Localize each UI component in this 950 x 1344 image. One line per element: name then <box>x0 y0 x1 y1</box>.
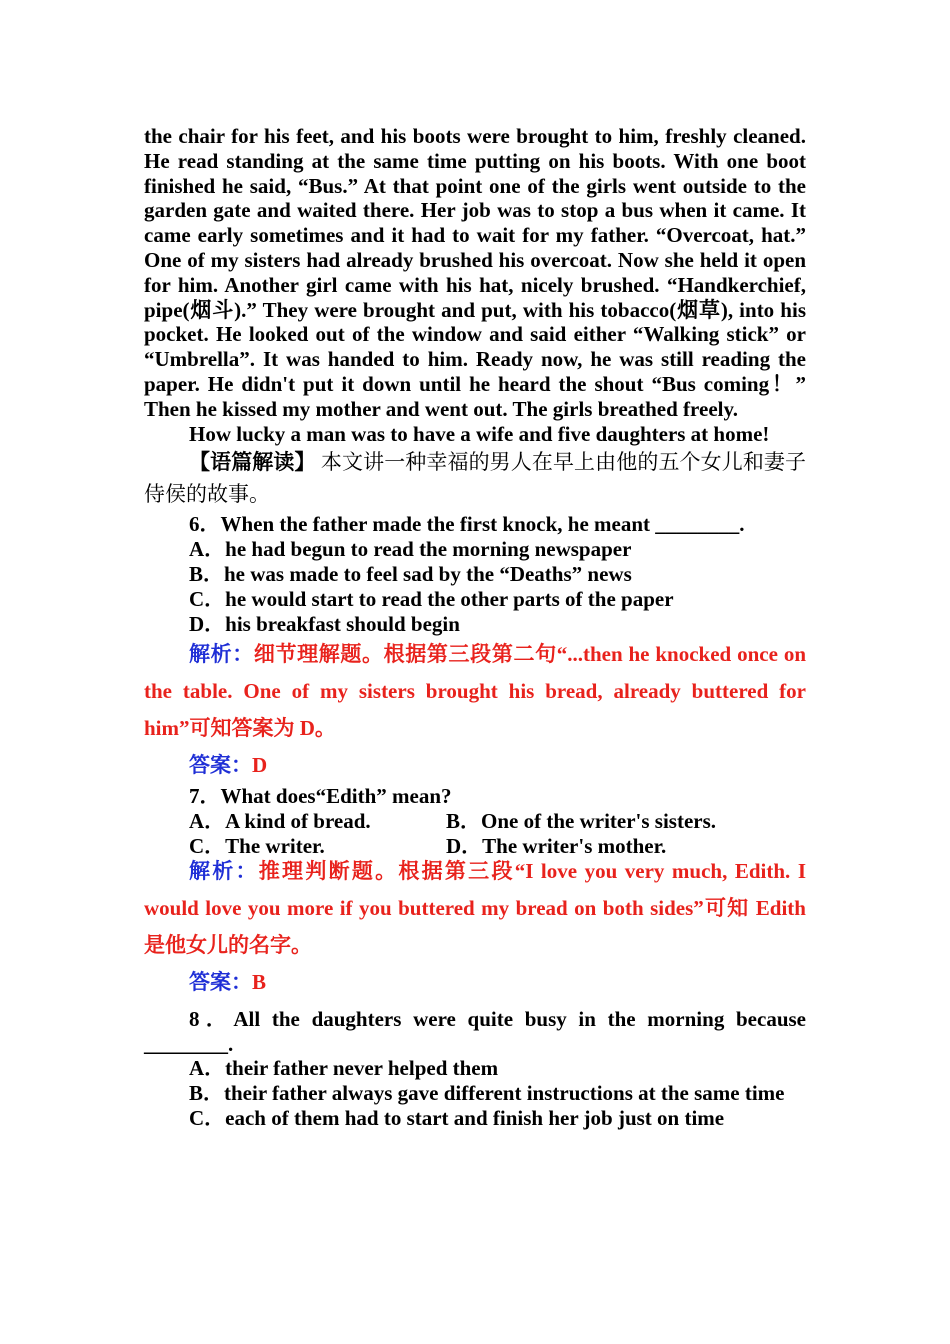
answer-value: B <box>252 969 267 994</box>
option-c: C．The writer. <box>189 833 325 858</box>
answer-line <box>144 964 806 1001</box>
passage-paragraph: the chair for his feet, and his boots were brought to him, freshly cleaned. He read standing at the same time putting on his boots. With one boot finished he said, “Bus.” At that point one of the girls went outside to the garden gate and waited there. Her job was to stop a bus when it came. It came early sometimes and it had to wait for my father. “Overcoat, hat.” One of my sisters had already brushed his overcoat. Now she held it open for him. Another girl came with his hat, nicely brushed. “Handkerchief, pipe(烟斗).” They were brought and put, with his tobacco(烟草), into his pocket. He looked out of the window and said either “Walking stick” or “Umbrella”. It was handed to him. Ready now, he was still reading the paper. He didn't put it down until he heard the shout “Bus coming！” Then he kissed my mother and went out. The girls breathed freely. <box>144 124 806 421</box>
options-row <box>144 809 806 834</box>
option-b: B．their father always gave different instructions at the same time <box>189 1081 785 1106</box>
answer-label: 答案： <box>189 969 252 994</box>
answer-line <box>144 747 806 784</box>
option-d: D．his breakfast should begin <box>189 611 460 636</box>
option-c: C．each of them had to start and finish her job just on time <box>189 1105 725 1130</box>
answer-label: 答案： <box>189 753 252 778</box>
question-stem: 6．When the father made the first knock, he meant ________. <box>189 512 745 537</box>
option-a: A．A kind of bread. <box>189 809 371 834</box>
analysis-label: 解析： <box>189 858 259 883</box>
option-b: B．he was made to feel sad by the “Deaths” news <box>189 561 632 586</box>
option-a: A．their father never helped them <box>189 1056 499 1081</box>
analysis-paragraph <box>144 853 806 964</box>
analysis-text: 推理判断题。根据第三段“I love you very much, Edith. I would love you more if you buttered my bread on both sides”可知 Edith 是他女儿的名字。 <box>144 858 806 957</box>
summary-label: 【语篇解读】 <box>189 450 316 475</box>
analysis-text: 细节理解题。根据第三段第二句“...then he knocked once on the table. One of my sisters brought his bread, already buttered for him”可知答案为 D。 <box>144 642 807 741</box>
analysis-paragraph <box>144 636 806 747</box>
question-stem: 7．What does“Edith” mean? <box>189 784 452 809</box>
option-b: B．One of the writer's sisters. <box>446 809 717 834</box>
option-c: C．he would start to read the other parts of the paper <box>189 586 674 611</box>
option-a: A．he had begun to read the morning newspaper <box>189 537 632 562</box>
option-d: D．The writer's mother. <box>446 833 667 858</box>
document-content <box>144 124 806 1131</box>
question-stem: 8．All the daughters were quite busy in the morning because ________. <box>144 1006 806 1056</box>
answer-value: D <box>252 753 268 778</box>
passage-closing: How lucky a man was to have a wife and five daughters at home! <box>189 421 770 446</box>
summary-paragraph <box>144 446 806 510</box>
summary-text: 本文讲一种幸福的男人在早上由他的五个女儿和妻子侍侯的故事。 <box>144 450 807 507</box>
analysis-label: 解析： <box>189 642 254 667</box>
